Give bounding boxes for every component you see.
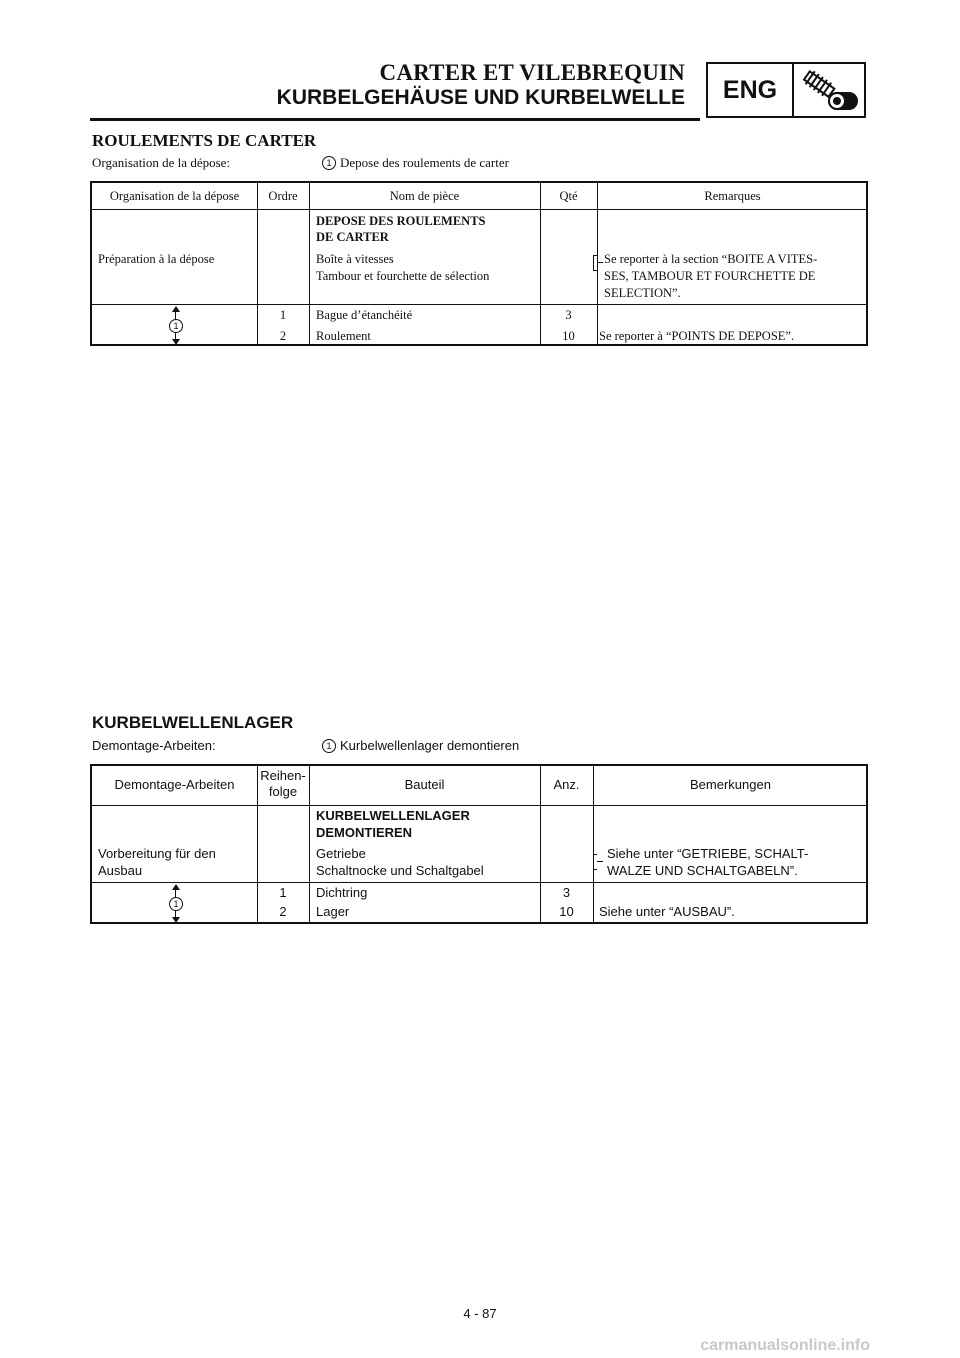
table-row-fr-2-order: 2: [279, 329, 287, 343]
prep-label-de-1: Vorbereitung für den: [98, 846, 216, 861]
col-header-de-order-2: folge: [268, 784, 298, 799]
table-row-de-2-order: 2: [279, 904, 287, 919]
col-header-fr-part: Nom de pièce: [389, 189, 460, 203]
org-value-fr: [322, 155, 509, 171]
col-header-de-org: Demontage-Arbeiten: [114, 777, 235, 792]
header-rule: [90, 118, 700, 121]
prep-label-fr: Préparation à la dépose: [98, 252, 215, 266]
prep-remark-de-1: Siehe unter “GETRIEBE, SCHALT-: [607, 846, 809, 861]
col-header-de-part: Bauteil: [404, 777, 445, 792]
crankshaft-icon: [794, 66, 864, 116]
section-title-fr: ROULEMENTS DE CARTER: [92, 131, 317, 150]
watermark: carmanualsonline.info: [700, 1337, 870, 1354]
table-row-de-2-part: Lager: [316, 904, 350, 919]
page-number: 4 - 87: [463, 1306, 497, 1321]
col-header-fr-org: Organisation de la dépose: [109, 189, 240, 203]
prep-part-fr-1: Boîte à vitesses: [316, 252, 394, 266]
col-header-de-remark: Bemerkungen: [690, 777, 771, 792]
table-heading-fr-line1: DEPOSE DES ROULEMENTS: [316, 214, 486, 228]
org-value-de: [322, 738, 519, 753]
table-row-fr-1-order: 1: [279, 308, 287, 322]
table-row-de-1-qty: 3: [562, 885, 571, 900]
bracket-de: [593, 854, 597, 870]
col-header-fr-remark: Remarques: [704, 189, 761, 203]
org-value-text-fr: Depose des roulements de carter: [340, 155, 509, 170]
prep-remark-fr-1: Se reporter à la section “BOITE A VITES-: [604, 252, 818, 266]
org-label-de: Demontage-Arbeiten:: [92, 738, 216, 753]
org-value-text-de: Kurbelwellenlager demontieren: [340, 738, 520, 753]
org-marker-de: 1: [322, 739, 336, 753]
table-heading-fr-line2: DE CARTER: [316, 230, 389, 244]
section-title-de: KURBELWELLENLAGER: [92, 713, 294, 732]
table-heading-de-line2: DEMONTIEREN: [316, 825, 413, 840]
removal-table-de: [90, 764, 868, 924]
group-marker-fr: 1: [168, 306, 184, 346]
table-row-fr-2-part: Roulement: [316, 329, 371, 343]
table-row-fr-2-qty: 10: [562, 329, 575, 343]
prep-part-de-1: Getriebe: [316, 846, 366, 861]
bracket-fr: [593, 255, 597, 271]
removal-table-fr: [90, 181, 868, 346]
group-marker-de: 1: [168, 884, 184, 924]
col-header-fr-order: Ordre: [268, 189, 298, 203]
table-row-de-2-qty: 10: [559, 904, 574, 919]
table-heading-de-line1: KURBELWELLENLAGER: [316, 808, 470, 823]
table-row-fr-1-part: Bague d’étanchéité: [316, 308, 413, 322]
prep-remark-fr-2: SES, TAMBOUR ET FOURCHETTE DE: [604, 269, 816, 283]
prep-remark-de-2: WALZE UND SCHALTGABELN”.: [607, 863, 798, 878]
table-row-fr-1-qty: 3: [565, 308, 572, 322]
prep-remark-fr-3: SELECTION”.: [604, 286, 681, 300]
table-row-de-1-order: 1: [279, 885, 287, 900]
org-marker-fr: 1: [322, 156, 336, 170]
table-row-fr-2-remark: Se reporter à “POINTS DE DEPOSE”.: [599, 329, 795, 343]
table-row-de-1-part: Dichtring: [316, 885, 368, 900]
prep-part-fr-2: Tambour et fourchette de sélection: [316, 269, 490, 283]
col-header-fr-qty: Qté: [559, 189, 578, 203]
prep-part-de-2: Schaltnocke und Schaltgabel: [316, 863, 484, 878]
col-header-de-qty: Anz.: [553, 777, 580, 792]
header-title-fr: CARTER ET VILEBREQUIN: [379, 60, 685, 85]
col-header-de-order-1: Reihen-: [260, 768, 306, 783]
eng-badge-label: ENG: [708, 64, 794, 116]
header-title-de: KURBELGEHÄUSE UND KURBELWELLE: [276, 86, 685, 109]
table-row-de-2-remark: Siehe unter “AUSBAU”.: [599, 904, 735, 919]
eng-badge: [706, 62, 866, 118]
prep-label-de-2: Ausbau: [98, 863, 143, 878]
org-label-fr: Organisation de la dépose:: [92, 155, 231, 170]
